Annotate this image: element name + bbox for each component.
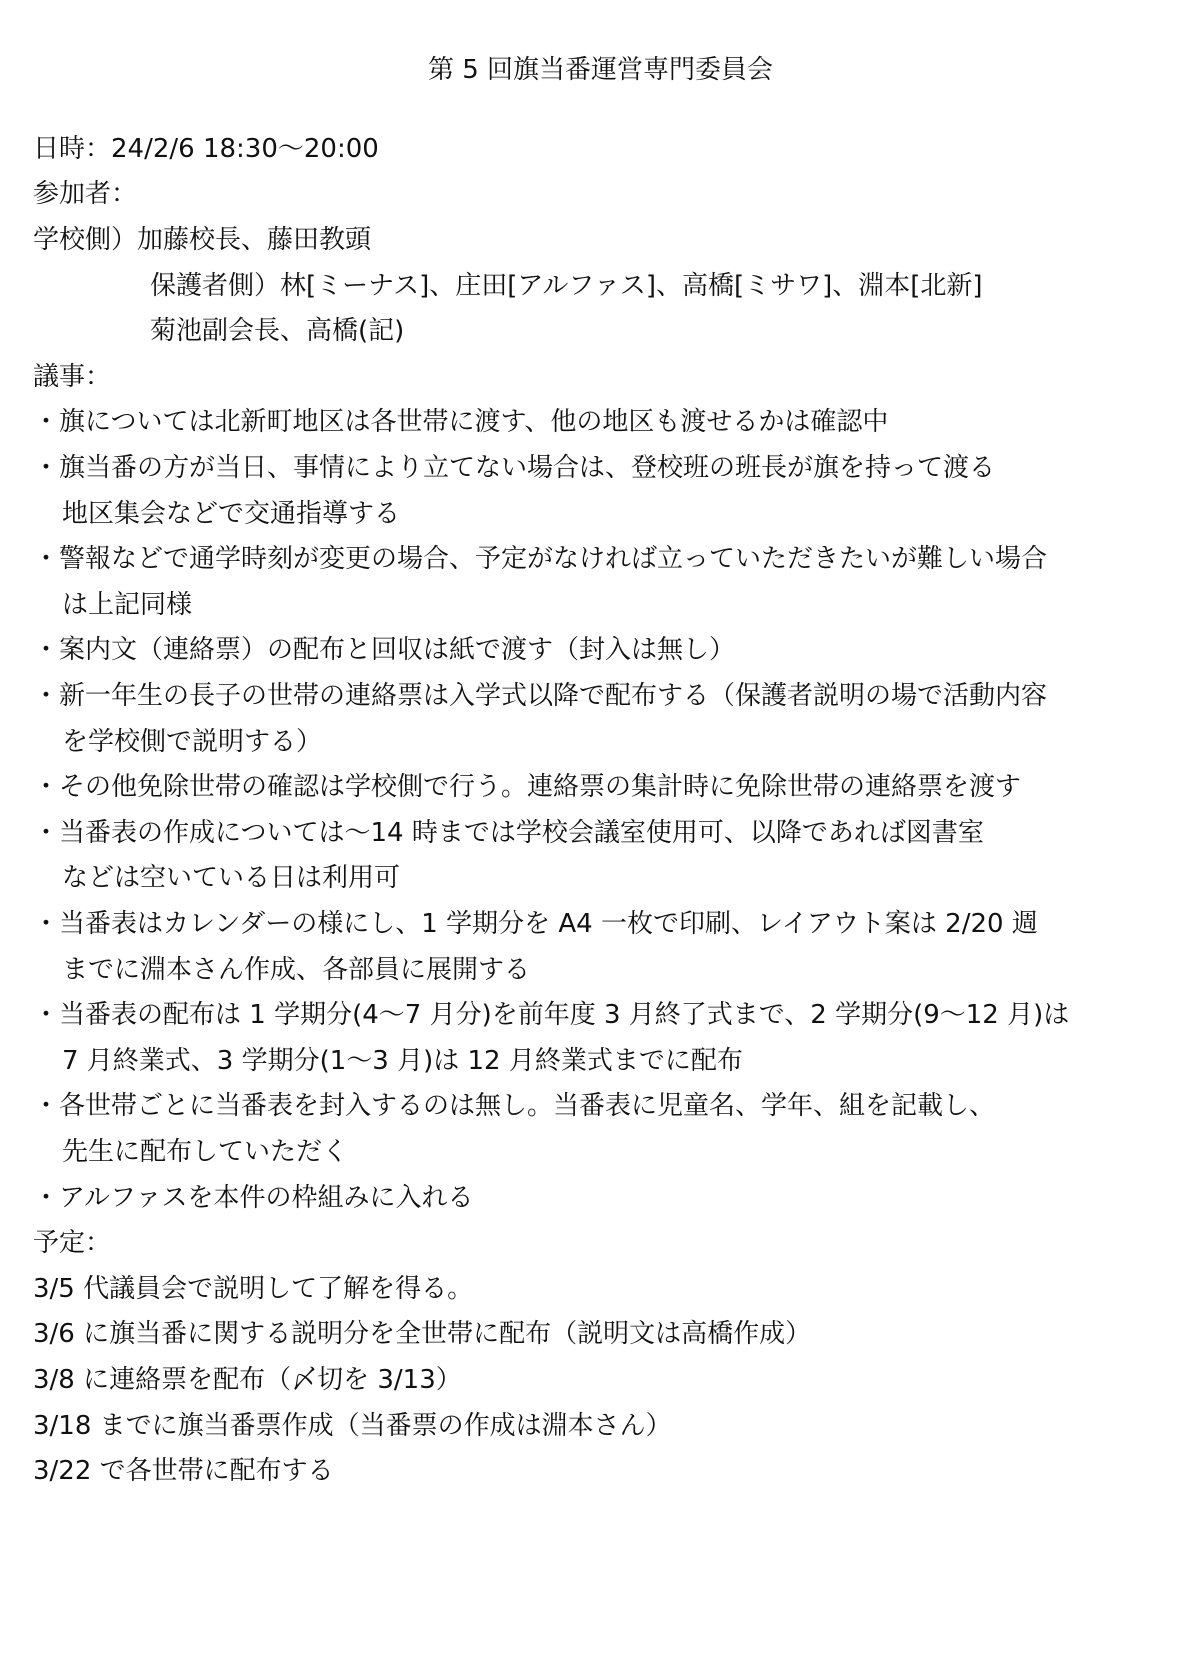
agenda-item: ・旗当番の方が当日、事情により立てない場合は、登校班の班長が旗を持って渡る [33, 453, 996, 483]
agenda-item: ・その他免除世帯の確認は学校側で行う。連絡票の集計時に免除世帯の連絡票を渡す [33, 772, 1022, 802]
agenda-item-continuation: までに淵本さん作成、各部員に展開する [62, 955, 531, 985]
agenda-item: ・各世帯ごとに当番表を封入するのは無し。当番表に児童名、学年、組を記載し、 [33, 1091, 996, 1121]
schedule-item: 3/18 までに旗当番票作成（当番票の作成は淵本さん） [33, 1411, 672, 1441]
agenda-item-continuation: を学校側で説明する） [62, 727, 323, 757]
participants-guardians: 保護者側）林[ミーナス]、庄田[アルファス]、高橋[ミサワ]、淵本[北新] [150, 271, 983, 301]
schedule-item: 3/8 に連絡票を配布（〆切を 3/13） [33, 1365, 462, 1395]
document-title: 第 5 回旗当番運営専門委員会 [427, 55, 774, 85]
participants-others: 菊池副会長、高橋(記) [150, 316, 405, 346]
agenda-item-continuation: は上記同様 [62, 590, 193, 620]
participants-label: 参加者： [33, 179, 138, 209]
agenda-item: ・当番表はカレンダーの様にし、1 学期分を A4 一枚で印刷、レイアウト案は 2/20 週 [33, 909, 1038, 939]
datetime-line: 日時：24/2/6 18:30～20:00 [33, 134, 379, 164]
agenda-item-continuation: 先生に配布していただく [62, 1137, 349, 1167]
agenda-item: ・当番表の配布は 1 学期分(4～7 月分)を前年度 3 月終了式まで、2 学期分(9～12 月)は [33, 1000, 1070, 1030]
agenda-item: ・当番表の作成については～14 時までは学校会議室使用可、以降であれば図書室 [33, 818, 984, 848]
schedule-label: 予定： [33, 1228, 112, 1258]
schedule-item: 3/6 に旗当番に関する説明分を全世帯に配布（説明文は高橋作成） [33, 1319, 812, 1349]
agenda-item: ・案内文（連絡票）の配布と回収は紙で渡す（封入は無し） [33, 635, 736, 665]
schedule-item: 3/22 で各世帯に配布する [33, 1456, 334, 1486]
agenda-label: 議事： [33, 362, 112, 392]
schedule-item: 3/5 代議員会で説明して了解を得る。 [33, 1274, 474, 1304]
participants-school: 学校側）加藤校長、藤田教頭 [33, 225, 372, 255]
agenda-item-continuation: 7 月終業式、3 学期分(1～3 月)は 12 月終業式までに配布 [62, 1046, 743, 1076]
agenda-item: ・警報などで通学時刻が変更の場合、予定がなければ立っていただきたいが難しい場合 [33, 544, 1048, 574]
agenda-item-continuation: 地区集会などで交通指導する [62, 499, 401, 529]
agenda-item: ・新一年生の長子の世帯の連絡票は入学式以降で配布する（保護者説明の場で活動内容 [33, 681, 1048, 711]
agenda-item-continuation: などは空いている日は利用可 [62, 863, 401, 893]
agenda-item: ・旗については北新町地区は各世帯に渡す、他の地区も渡せるかは確認中 [33, 407, 889, 437]
agenda-item: ・アルファスを本件の枠組みに入れる [33, 1183, 474, 1213]
